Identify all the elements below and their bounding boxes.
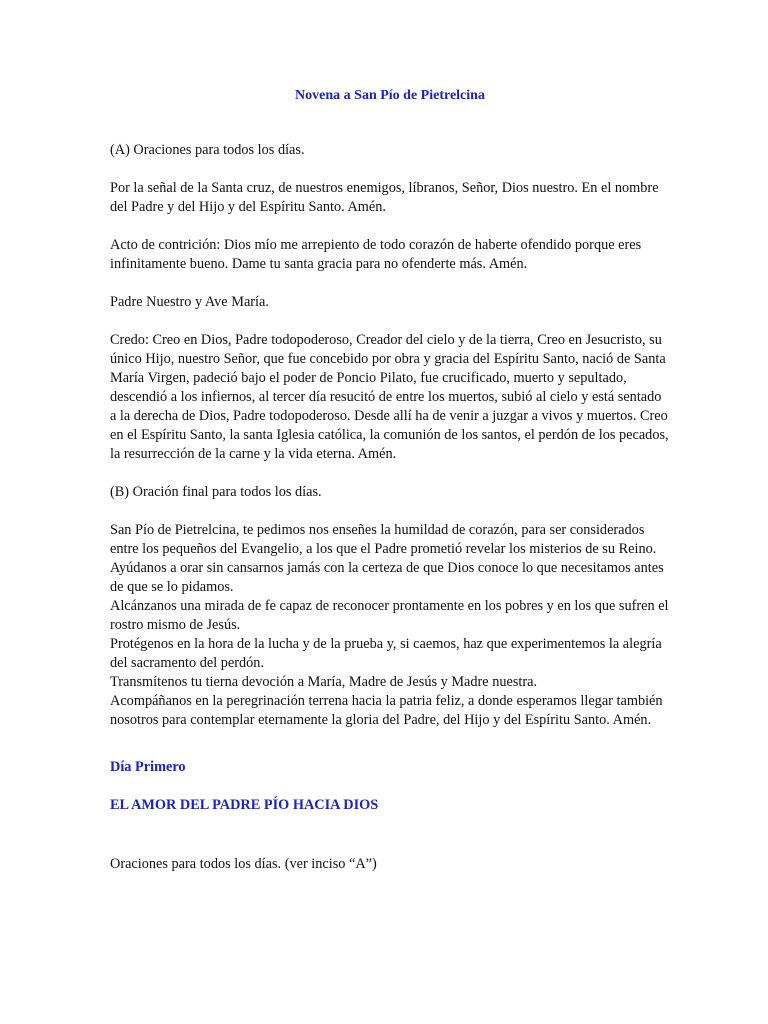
section-b-label: (B) Oración final para todos los días. — [110, 484, 322, 500]
day-prayers-note: Oraciones para todos los días. (ver inciso “A”) — [110, 856, 377, 872]
prayer-credo: Credo: Creo en Dios, Padre todopoderoso, Creador del cielo y de la tierra, Creo en Jesucristo, su único Hijo, nuestro Señor, que fue concebido por obra y gracia del Espíritu Santo, nació de Santa María Virgen, padeció bajo el poder de Poncio Pilato, fue crucificado, muerto y sepultado, descendió a los infiernos, al tercer día resucitó de entre los muertos, subió al cielo y está sentado a la derecha de Dios, Padre todopoderoso. Desde allí ha de venir a juzgar a vivos y muertos. Creo en el Espíritu Santo, la santa Iglesia católica, la comunión de los santos, el perdón de los pecados, la resurrección de la carne y la vida eterna. Amén. — [110, 332, 669, 462]
prayer-senal-cruz: Por la señal de la Santa cruz, de nuestros enemigos, líbranos, Señor, Dios nuestro. En el nombre del Padre y del Hijo y del Espíritu Santo. Amén. — [110, 180, 659, 215]
section-a-label: (A) Oraciones para todos los días. — [110, 142, 305, 158]
prayer-padre-nuestro: Padre Nuestro y Ave María. — [110, 294, 269, 310]
document-title: Novena a San Pío de Pietrelcina — [295, 88, 485, 103]
final-prayer-line: Alcánzanos una mirada de fe capaz de reconocer prontamente en los pobres y en los que sufren el rostro mismo de Jesús. — [110, 598, 669, 633]
final-prayer-line: Transmítenos tu tierna devoción a María, Madre de Jesús y Madre nuestra. — [110, 674, 538, 690]
final-prayer-line: Protégenos en la hora de la lucha y de la prueba y, si caemos, haz que experimentemos la alegría del sacramento del perdón. — [110, 636, 662, 671]
day-title: EL AMOR DEL PADRE PÍO HACIA DIOS — [110, 797, 379, 813]
final-prayer-line: Acompáñanos en la peregrinación terrena hacia la patria feliz, a donde esperamos llegar también nosotros para contemplar eternamente la gloria del Padre, del Hijo y del Espíritu Santo. Amén. — [110, 693, 663, 728]
final-prayer-line: San Pío de Pietrelcina, te pedimos nos enseñes la humildad de corazón, para ser considerados entre los pequeños del Evangelio, a los que el Padre prometió revelar los misterios de su Reino. — [110, 522, 657, 557]
prayer-contricion: Acto de contrición: Dios mío me arrepiento de todo corazón de haberte ofendido porque eres infinitamente bueno. Dame tu santa gracia para no ofenderte más. Amén. — [110, 237, 642, 272]
final-prayer-line: Ayúdanos a orar sin cansarnos jamás con la certeza de que Dios conoce lo que necesitamos antes de que se lo pidamos. — [110, 560, 664, 595]
document-page — [110, 86, 670, 874]
day-label: Día Primero — [110, 759, 186, 775]
